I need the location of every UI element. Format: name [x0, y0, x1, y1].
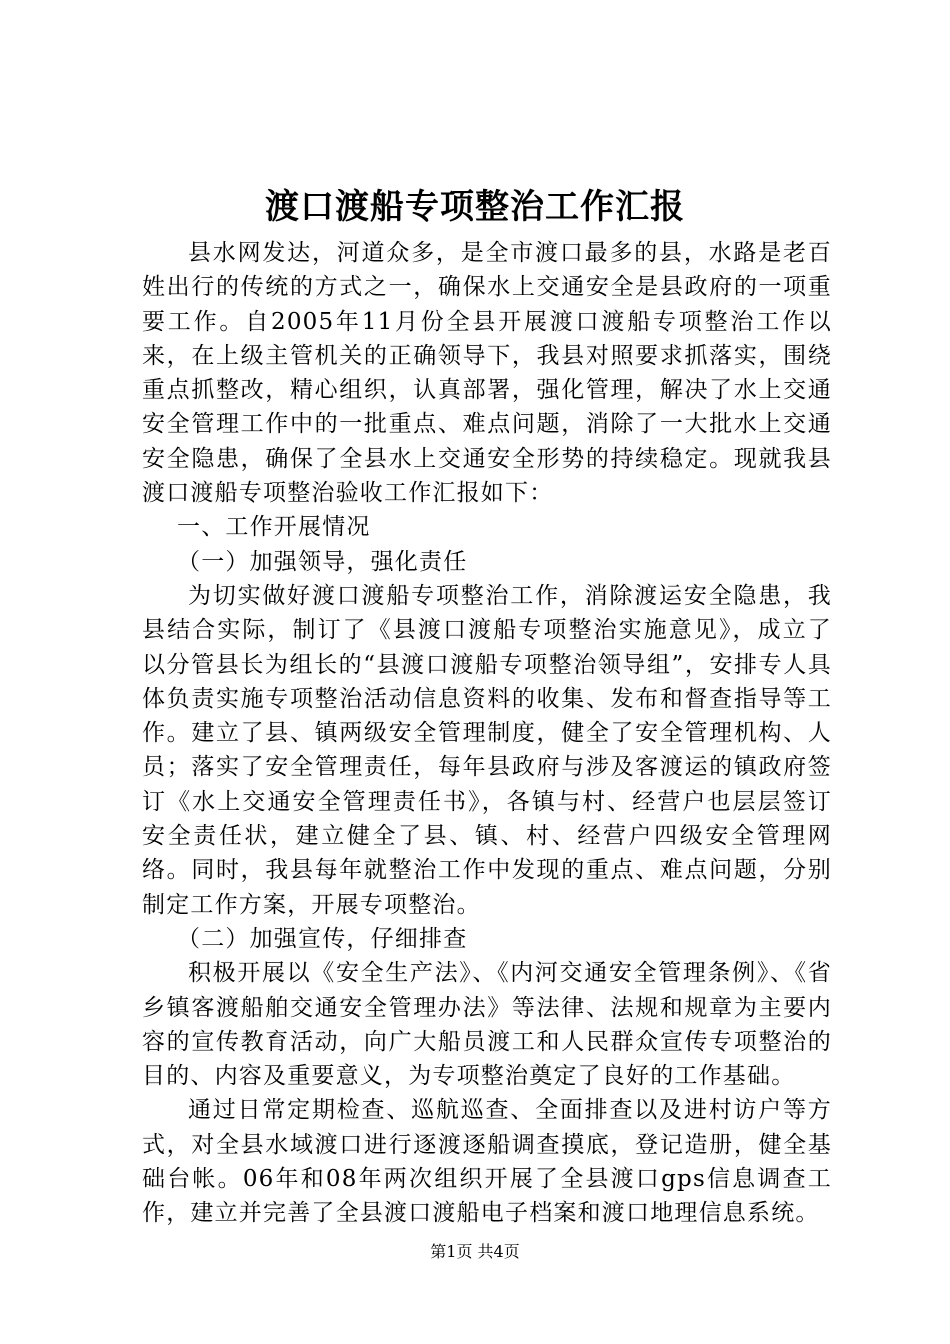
publicity-paragraph: 积极开展以《安全生产法》、《内河交通安全管理条例》、《省乡镇客渡船舶交通安全管理办法》等法律、法规和规章为主要内容的宣传教育活动，向广大船员渡工和人民群众宣传专项整治的目的、内容及重要意义，为专项整治奠定了良好的工作基础。	[142, 960, 832, 1090]
leadership-paragraph: 为切实做好渡口渡船专项整治工作，消除渡运安全隐患，我县结合实际，制订了《县渡口渡船专项整治实施意见》，成立了以分管县长为组长的“县渡口渡船专项整治领导组”，安排专人具体负责实施专项整治活动信息资料的收集、发布和督查指导等工作。建立了县、镇两级安全管理制度，健全了安全管理机构、人员；落实了安全管理责任，每年县政府与涉及客渡运的镇政府签订《水上交通安全管理责任书》，各镇与村、经营户也层层签订安全责任状，建立健全了县、镇、村、经营户四级安全管理网络。同时，我县每年就整治工作中发现的重点、难点问题，分别制定工作方案，开展专项整治。	[142, 582, 832, 918]
subsection-heading-leadership: （一）加强领导，强化责任	[177, 548, 468, 575]
page-number-footer: 第1页 共4页	[430, 1242, 520, 1261]
intro-paragraph: 县水网发达，河道众多，是全市渡口最多的县，水路是老百姓出行的传统的方式之一，确保水上交通安全是县政府的一项重要工作。自2005年11月份全县开展渡口渡船专项整治工作以来，在上级主管机关的正确领导下，我县对照要求抓落实，围绕重点抓整改，精心组织，认真部署，强化管理，解决了水上交通安全管理工作中的一批重点、难点问题，消除了一大批水上交通安全隐患，确保了全县水上交通安全形势的持续稳定。现就我县渡口渡船专项整治验收工作汇报如下：	[142, 240, 832, 507]
subsection-heading-publicity: （二）加强宣传，仔细排查	[177, 925, 468, 952]
document-body	[142, 236, 832, 1231]
section-heading-work-status: 一、工作开展情况	[177, 514, 371, 541]
inspection-paragraph: 通过日常定期检查、巡航巡查、全面排查以及进村访户等方式，对全县水域渡口进行逐渡逐船调查摸底，登记造册，健全基础台帐。06年和08年两次组织开展了全县渡口gps信息调查工作，建立并完善了全县渡口渡船电子档案和渡口地理信息系统。	[142, 1097, 832, 1227]
document-title: 渡口渡船专项整治工作汇报	[265, 187, 685, 227]
